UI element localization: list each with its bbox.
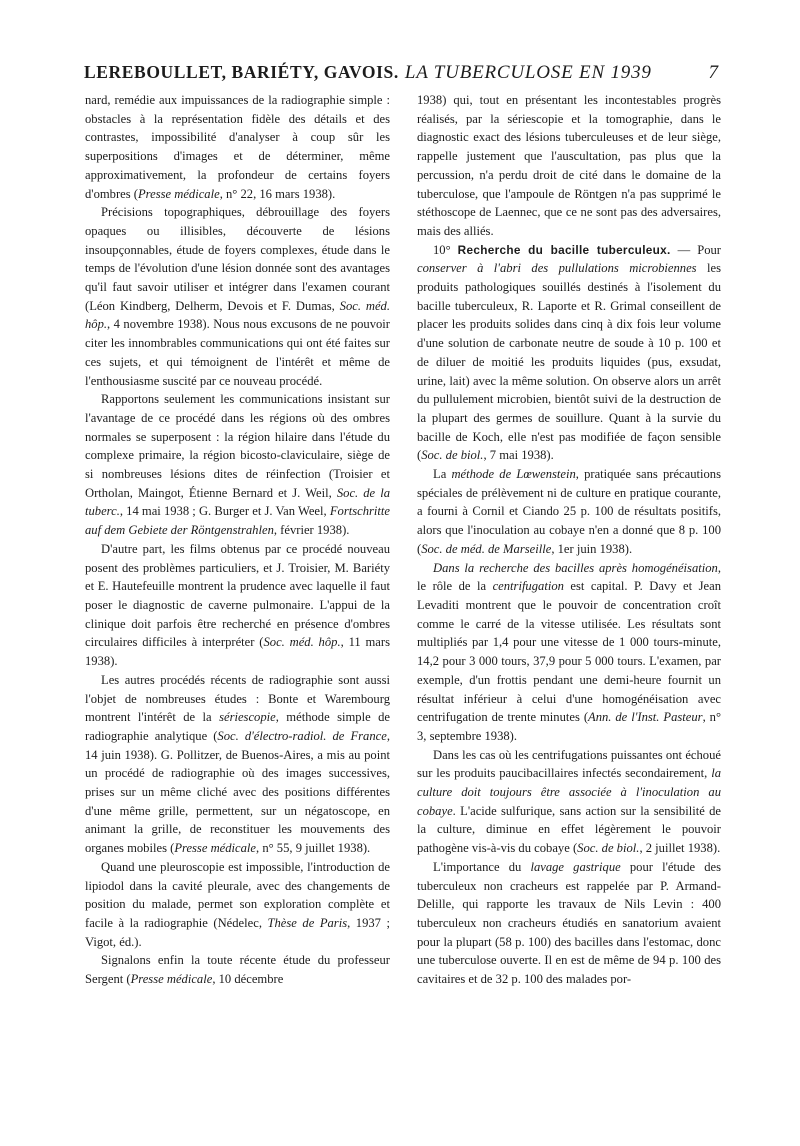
- paragraph: D'autre part, les films obtenus par ce procédé nouveau posent des problèmes particuliers, et J. Troisier, M. Bariéty et E. Hautefeuille montrent la prudence avec laquelle il faut poser le diagnostic de caverne pulmonaire. L'appui de la clinique doit parfois être recherché en présence d'ombres circulaires difficiles à interpréter (Soc. méd. hôp., 11 mars 1938).: [85, 541, 390, 669]
- page-number: 7: [708, 62, 718, 83]
- section-number: 10°: [433, 242, 451, 257]
- paragraph: La méthode de Lœwenstein, pratiquée sans précautions spéciales de prélèvement ni de culture en pratique courante, a fourni à Cornil et Ciando 25 p. 100 de résultats positifs, alors que l'inoculation au cobaye n'en a donné que 8 p. 100 (Soc. de méd. de Marseille, 1er juin 1938).: [417, 467, 722, 556]
- paragraph: Dans les cas où les centrifugations puissantes ont échoué sur les produits paucibacillaires infectés secondairement, la culture doit toujours être associée à l'inoculation au cobaye. L'acide sulfurique, sans action sur la sensibilité de la culture, diminue en effet légèrement le pouvoir pathogène vis-à-vis du cobaye (Soc. de biol., 2 juillet 1938).: [417, 747, 721, 856]
- paragraph: Quand une pleuroscopie est impossible, l'introduction de lipiodol dans la cavité pleurale, avec des changements de position du malade, permet son exploration complète et facile à la radiographie (Nédelec, Thèse de Paris, 1937 ; Vigot, éd.).: [85, 859, 390, 949]
- paragraph: 1938) qui, tout en présentant les incontestables progrès réalisés, par la sériescopie et la tomographie, dans le diagnostic exact des lésions tuberculeuses et de leur siège, rappelle justement que l'auscultation, pas plus que la percussion, n'a perdu droit de cité dans le domaine de la tuberculose, que l'ampoule de Röntgen n'a pas supprimé le stéthoscope de Laennec, que ce ne sont pas des adversaires, mais des alliés.: [417, 93, 721, 238]
- running-header: [84, 62, 724, 86]
- paragraph: Précisions topographiques, débrouillage des foyers opaques ou illisibles, découverte de lésions insoupçonnables, étude de foyers complexes, étude dans le temps de l'évolution d'une lésion donnée sont des avantages qu'il faut savoir utiliser et intégrer dans l'examen courant (Léon Kindberg, Delherm, Devois et F. Dumas, Soc. méd. hôp., 4 novembre 1938). Nous nous excusons de ne pouvoir citer les innombrables communications qui ont été faites sur ces sujets, et qui témoignent de l'intérêt et même de l'enthousiasme suscité par ce nouveau procédé.: [85, 205, 390, 388]
- section-heading: Recherche du bacille tuberculeux.: [457, 242, 671, 257]
- paragraph: Dans la recherche des bacilles après homogénéisation, le rôle de la centrifugation est capital. P. Davy et Jean Levaditi montrent que le pouvoir de concentration croît comme le carré de la vitesse utilisée. Les résultats sont multipliés par 1,4 pour une vitesse de 1 000 tours-minute, 14,2 pour 3 000 tours, 37,9 pour 5 000 tours. L'examen, par exemple, d'un frottis pendant une demi-heure fournit un résultat inférieur à celui d'une homogénéisation avec centrifugation de trente minutes (Ann. de l'Inst. Pasteur, n° 3, septembre 1938).: [417, 560, 721, 743]
- paragraph: Rapportons seulement les communications insistant sur l'avantage de ce procédé dans les régions où des ombres normales se superposent : la région hilaire dans l'étude du complexe primaire, la région bicosto-claviculaire, siège de si nombreuses lésions dites de réinfection (Troisier et Ortholan, Maingot, Étienne Bernard et J. Weil, Soc. de la tuberc., 14 mai 1938 ; G. Burger et J. Van Weel, Fortschritte auf dem Gebiete der Röntgenstrahlen, février 1938).: [85, 392, 391, 538]
- paragraph: L'importance du lavage gastrique pour l'étude des tuberculeux non cracheurs est rappelée par P. Armand-Delille, qui rapporte les travaux de Nils Levin : 400 tuberculeux non cracheurs étudiés en sanatorium avaient pour la plupart (58 p. 100) des bacilles dans l'estomac, donc une tuberculose ouverte. Il en est de même de 94 p. 100 des cavitaires et de 32 p. 100 des malades por-: [417, 859, 722, 987]
- right-column: [417, 91, 721, 989]
- left-column: [85, 91, 390, 989]
- paragraph: nard, remédie aux impuissances de la radiographie simple : obstacles à la représentation fidèle des détails et des contrastes, impossibilité d'analyser à coup sûr les superpositions d'images et de déterminer, même approximativement, la profondeur de certains foyers d'ombres (Presse médicale, n° 22, 16 mars 1938).: [85, 93, 390, 201]
- section-paragraph: 10° Recherche du bacille tuberculeux. — Pour conserver à l'abri des pullulations microbiennes les produits pathologiques souillés destinés à l'isolement du bacille tuberculeux, R. Laporte et R. Grimal conseillent de placer les produits solides dans cinq à dix fois leur volume d'une solution de carbonate neutre de soude à 10 p. 100 et de diluer de moitié les produits liquides (pus, exsudat, urine, lait) avec la même solution. On observe alors un arrêt du pullulement microbien, bientôt suivi de la destruction de la plupart des germes de souillure. Quant à la survie du bacille de Koch, elle n'est pas modifiée de façon sensible (Soc. de biol., 7 mai 1938).: [417, 242, 722, 463]
- paragraph: Signalons enfin la toute récente étude du professeur Sergent (Presse médicale, 10 décembre: [85, 953, 390, 987]
- header-title: LA TUBERCULOSE EN 1939: [404, 62, 652, 83]
- header-authors: LEREBOULLET, BARIÉTY, GAVOIS.: [84, 62, 399, 82]
- paragraph: Les autres procédés récents de radiographie sont aussi l'objet de nombreuses études : Bonte et Warembourg montrent l'intérêt de la sériescopie, méthode simple de radiographie analytique (Soc. d'électro-radiol. de France, 14 juin 1938). G. Pollitzer, de Buenos-Aires, a mis au point un procédé de radiographie où des images successives, prises sur un même cliché avec des positions différentes d'une même grille, permettent, sur un négatoscope, en animant la grille, de reconstituer les mouvements des organes mobiles (Presse médicale, n° 55, 9 juillet 1938).: [85, 672, 390, 856]
